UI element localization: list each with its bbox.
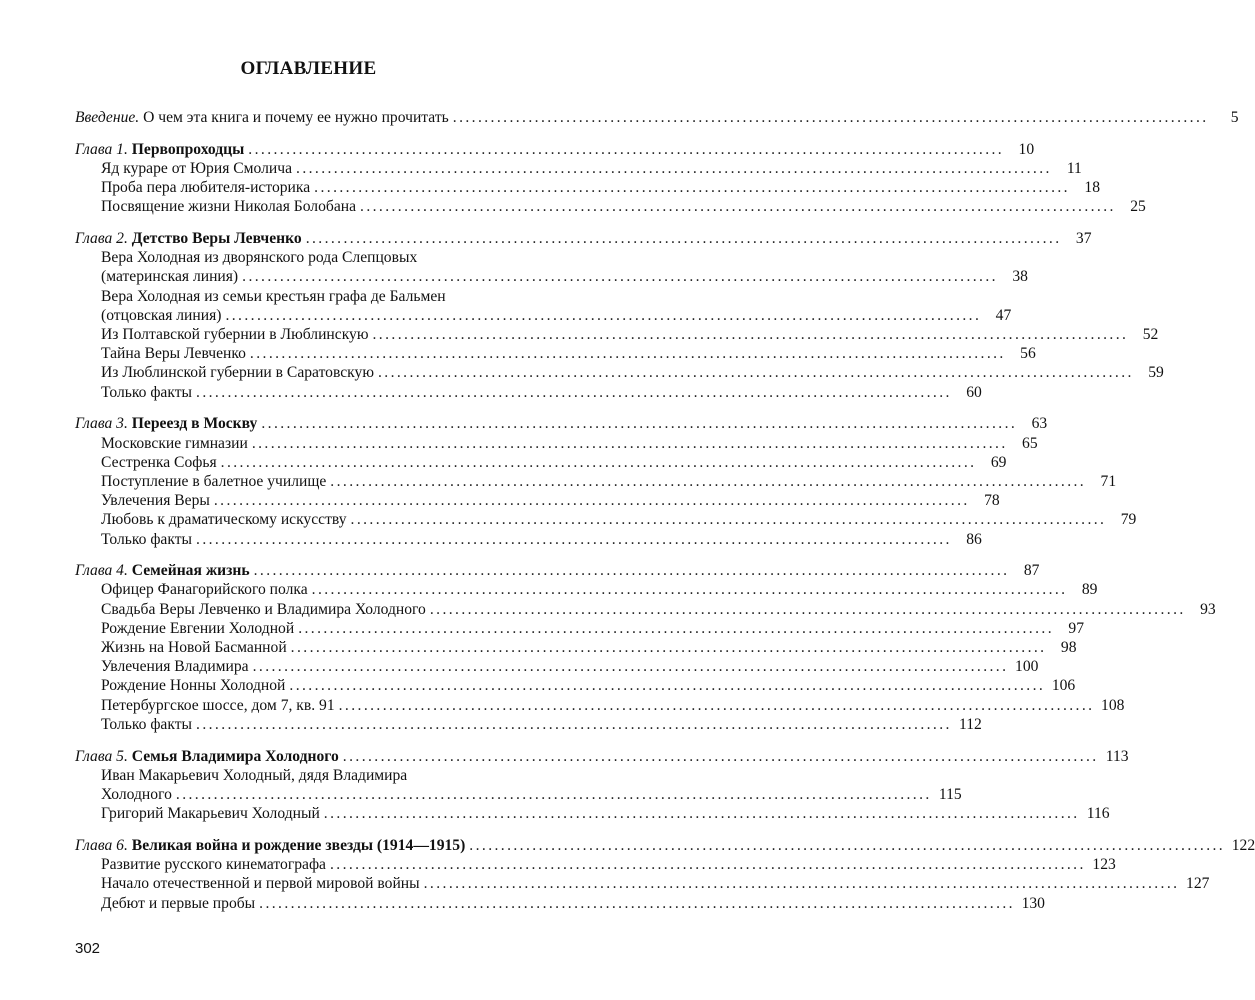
toc-subentry[interactable] [75, 638, 1077, 657]
toc-entry-intro[interactable] [75, 108, 1239, 127]
subentry-title: Из Люблинской губернии в Саратовскую [101, 364, 374, 382]
subentry-title: Любовь к драматическому искусству [101, 511, 347, 529]
toc-chapter-entry[interactable] [75, 229, 1092, 248]
subentry-page-number: 78 [984, 492, 1000, 510]
subentry-page-number: 60 [966, 383, 982, 401]
toc-subentry[interactable] [75, 676, 1076, 695]
toc-subentry[interactable] [75, 696, 1125, 715]
toc-subentry[interactable] [75, 267, 1028, 286]
toc-subentry[interactable] [75, 306, 1012, 325]
toc-entry-label [75, 836, 465, 855]
subentry-page-number: 65 [1022, 434, 1038, 452]
leader-dots: ........................................................................................................................ [220, 453, 977, 471]
leader-dots: ........................................................................................................................ [290, 639, 1047, 657]
toc-chapter-entry[interactable] [75, 414, 1048, 433]
leader-dots: ........................................................................................................................ [323, 805, 1080, 823]
toc-entry-label [75, 561, 250, 580]
subentry-page-number: 108 [1101, 696, 1125, 714]
leader-dots: ........................................................................................................................ [196, 530, 952, 548]
toc-subentry[interactable] [75, 785, 962, 804]
leader-dots: ........................................................................................................................ [289, 677, 1046, 695]
subentry-page-number: 47 [995, 306, 1012, 324]
chapter-title: Переезд в Москву [131, 415, 258, 433]
leader-dots: ........................................................................................................................ [372, 326, 1129, 344]
toc-subentry[interactable] [75, 159, 1082, 178]
toc-subentry[interactable] [75, 453, 1007, 472]
leader-dots: ........................................................................................................................ [342, 747, 1099, 765]
chapter-page-number: 10 [1018, 140, 1035, 158]
subentry-title: Посвящение жизни Николая Болобана [101, 198, 357, 216]
leader-dots: ........................................................................................................................ [259, 894, 1015, 912]
leader-dots: ........................................................................................................................ [305, 230, 1062, 248]
subentry-title: Поступление в балетное училище [101, 472, 327, 490]
leader-dots: ........................................................................................................................ [196, 383, 952, 401]
leader-dots: ........................................................................................................................ [242, 268, 998, 286]
leader-dots: ........................................................................................................................ [253, 562, 1010, 580]
leader-dots: ........................................................................................................................ [298, 619, 1054, 637]
leader-dots: ........................................................................................................................ [329, 856, 1086, 874]
leader-dots: ........................................................................................................................ [338, 696, 1095, 714]
toc-subentry[interactable] [75, 197, 1146, 216]
subentry-page-number: 98 [1060, 639, 1077, 657]
chapter-title: Семья Владимира Холодного [131, 747, 339, 765]
subentry-page-number: 38 [1012, 268, 1028, 286]
subentry-title: (отцовская линия) [101, 306, 222, 324]
subentry-page-number: 100 [1015, 658, 1039, 676]
leader-dots: ........................................................................................................................ [196, 715, 952, 733]
chapter-number: Глава 4. [75, 562, 128, 580]
leader-dots: ........................................................................................................................ [252, 658, 1009, 676]
subentry-page-number: 59 [1148, 364, 1164, 382]
leader-dots: ........................................................................................................................ [251, 434, 1008, 452]
subentry-page-number: 11 [1066, 159, 1082, 177]
intro-text: О чем эта книга и почему ее нужно прочитать [143, 109, 449, 126]
chapter-number: Глава 5. [75, 747, 128, 765]
subentry-page-number: 71 [1100, 472, 1117, 490]
subentry-page-number: 56 [1020, 345, 1036, 363]
leader-dots: ........................................................................................................................ [296, 159, 1052, 177]
subentry-page-number: 115 [938, 786, 962, 803]
leader-dots: ........................................................................................................................ [360, 198, 1116, 216]
toc-subentry[interactable] [75, 580, 1098, 599]
toc-subentry[interactable] [75, 619, 1084, 638]
toc-subentry[interactable] [75, 325, 1159, 344]
toc-chapters [75, 140, 1255, 913]
chapter-title: Первопроходцы [131, 140, 245, 158]
subentry-page-number: 123 [1092, 856, 1116, 874]
chapter-number: Глава 2. [75, 230, 128, 248]
toc-subentry[interactable] [75, 510, 1137, 529]
subentry-page-number: 25 [1130, 198, 1146, 216]
subentry-title: Рождение Нонны Холодной [101, 677, 286, 695]
subentry-title: Развитие русского кинематографа [101, 856, 326, 874]
subentry-title: Увлечения Веры [101, 492, 210, 510]
chapter-number: Глава 3. [75, 415, 128, 433]
toc-entry-label [75, 229, 302, 248]
chapter-page-number: 87 [1023, 562, 1040, 580]
toc-chapter-entry[interactable] [75, 561, 1040, 580]
toc-subentry[interactable] [75, 383, 982, 402]
leader-dots: ........................................................................................................................ [213, 492, 970, 510]
subentry-title: Холодного [101, 786, 172, 803]
chapter-title: Семейная жизнь [131, 562, 250, 580]
leader-dots: ........................................................................................................................ [423, 875, 1180, 893]
subentry-title: Жизнь на Новой Басманной [101, 639, 287, 657]
toc-subentry[interactable] [75, 600, 1216, 619]
toc-subentry[interactable] [75, 491, 1000, 510]
toc-subentry[interactable] [75, 657, 1039, 676]
toc-subentry[interactable] [75, 178, 1100, 197]
subentry-page-number: 106 [1051, 677, 1076, 695]
toc-subentry[interactable] [75, 434, 1038, 453]
toc-subentry[interactable] [75, 894, 1045, 913]
leader-dots: ........................................................................................................................ [249, 345, 1006, 363]
subentry-page-number: 93 [1200, 600, 1216, 618]
leader-dots: ........................................................................................................................ [469, 836, 1226, 854]
subentry-page-number: 89 [1081, 581, 1098, 599]
intro-page-number: 5 [1230, 109, 1239, 126]
chapter-page-number: 37 [1075, 230, 1092, 248]
chapter-title: Детство Веры Левченко [131, 230, 302, 248]
subentry-page-number: 18 [1084, 179, 1100, 197]
toc-entry-label [75, 747, 339, 766]
subentry-page-number: 86 [966, 530, 982, 548]
toc-chapter-section [75, 747, 1129, 824]
toc-chapter-section [75, 414, 1137, 548]
subentry-title: Проба пера любителя-историка [101, 179, 311, 197]
chapter-page-number: 122 [1231, 836, 1255, 854]
toc-entry-label [75, 140, 244, 159]
toc-subentry[interactable] [75, 530, 982, 549]
subentry-title: Яд кураре от Юрия Смолича [101, 159, 293, 177]
toc-intro-section [75, 108, 1239, 127]
leader-dots: ........................................................................................................................ [225, 306, 982, 324]
subentry-page-number: 79 [1120, 511, 1137, 529]
subentry-page-number: 69 [990, 453, 1007, 471]
chapter-number: Глава 1. [75, 140, 128, 158]
subentry-page-number: 116 [1086, 805, 1110, 823]
subentry-title: Сестренка Софья [101, 453, 217, 471]
chapter-title: Великая война и рождение звезды (1914—1915) [131, 836, 466, 854]
leader-dots: ........................................................................................................................ [311, 581, 1068, 599]
subentry-title: Дебют и первые пробы [101, 894, 256, 912]
toc-subentry[interactable] [75, 715, 982, 734]
leader-dots: ........................................................................................................................ [314, 179, 1070, 197]
toc-chapter-section [75, 229, 1164, 402]
leader-dots: ........................................................................................................................ [429, 600, 1186, 618]
leader-dots: ........................................................................................................................ [175, 786, 932, 803]
leader-dots: ........................................................................................................................ [350, 511, 1107, 529]
subentry-title: Только факты [101, 383, 193, 401]
chapter-number: Глава 6. [75, 836, 128, 854]
subentry-page-number: 52 [1142, 326, 1159, 344]
subentry-title: Московские гимназии [101, 434, 248, 452]
subentry-title: Только факты [101, 530, 193, 548]
toc-subentry-first-line[interactable]: Иван Макарьевич Холодный, дядя Владимира [101, 766, 408, 784]
leader-dots: ........................................................................................................................ [248, 140, 1005, 158]
toc-entry-label [75, 108, 449, 127]
subentry-title: Только факты [101, 715, 193, 733]
chapter-page-number: 113 [1105, 747, 1129, 765]
toc-subentry[interactable] [75, 344, 1036, 363]
page-title: ОГЛАВЛЕНИЕ [240, 58, 377, 79]
subentry-title: Начало отечественной и первой мировой войны [101, 875, 420, 893]
subentry-page-number: 130 [1021, 894, 1045, 912]
subentry-title: Тайна Веры Левченко [101, 345, 246, 363]
toc-chapter-section [75, 836, 1255, 913]
toc-chapter-section [75, 561, 1216, 734]
toc-subentry-first-line[interactable]: Вера Холодная из дворянского рода Слепцовых [101, 249, 418, 267]
toc-entry-label [75, 414, 257, 433]
leader-dots: ........................................................................................................................ [377, 364, 1134, 382]
chapter-page-number: 63 [1031, 415, 1048, 433]
subentry-title: Петербургское шоссе, дом 7, кв. 91 [101, 696, 335, 714]
toc-subentry[interactable] [75, 472, 1117, 491]
leader-dots: ........................................................................................................................ [452, 109, 1209, 126]
toc-chapter-entry[interactable] [75, 747, 1129, 766]
toc-chapter-entry[interactable] [75, 836, 1255, 855]
toc-subentry[interactable] [75, 855, 1116, 874]
toc-chapter-entry[interactable] [75, 140, 1035, 159]
subentry-title: Офицер Фанагорийского полка [101, 581, 308, 599]
table-of-contents [75, 108, 1255, 925]
folio-page-number: 302 [75, 940, 101, 957]
toc-subentry-first-line[interactable]: Вера Холодная из семьи крестьян графа де Бальмен [101, 287, 446, 305]
intro-label: Введение. [75, 109, 140, 126]
leader-dots: ........................................................................................................................ [330, 472, 1087, 490]
subentry-title: Увлечения Владимира [101, 658, 249, 676]
subentry-page-number: 127 [1186, 875, 1210, 893]
toc-chapter-section [75, 140, 1146, 217]
toc-subentry[interactable] [75, 804, 1110, 823]
subentry-title: Рождение Евгении Холодной [101, 619, 295, 637]
subentry-page-number: 112 [959, 715, 982, 733]
subentry-page-number: 97 [1068, 619, 1084, 637]
toc-subentry[interactable] [75, 363, 1164, 382]
subentry-title: Григорий Макарьевич Холодный [101, 805, 320, 823]
toc-subentry[interactable] [75, 874, 1210, 893]
subentry-title: (материнская линия) [101, 268, 239, 286]
subentry-title: Из Полтавской губернии в Люблинскую [101, 326, 369, 344]
subentry-title: Свадьба Веры Левченко и Владимира Холодного [101, 600, 426, 618]
leader-dots: ........................................................................................................................ [261, 415, 1018, 433]
